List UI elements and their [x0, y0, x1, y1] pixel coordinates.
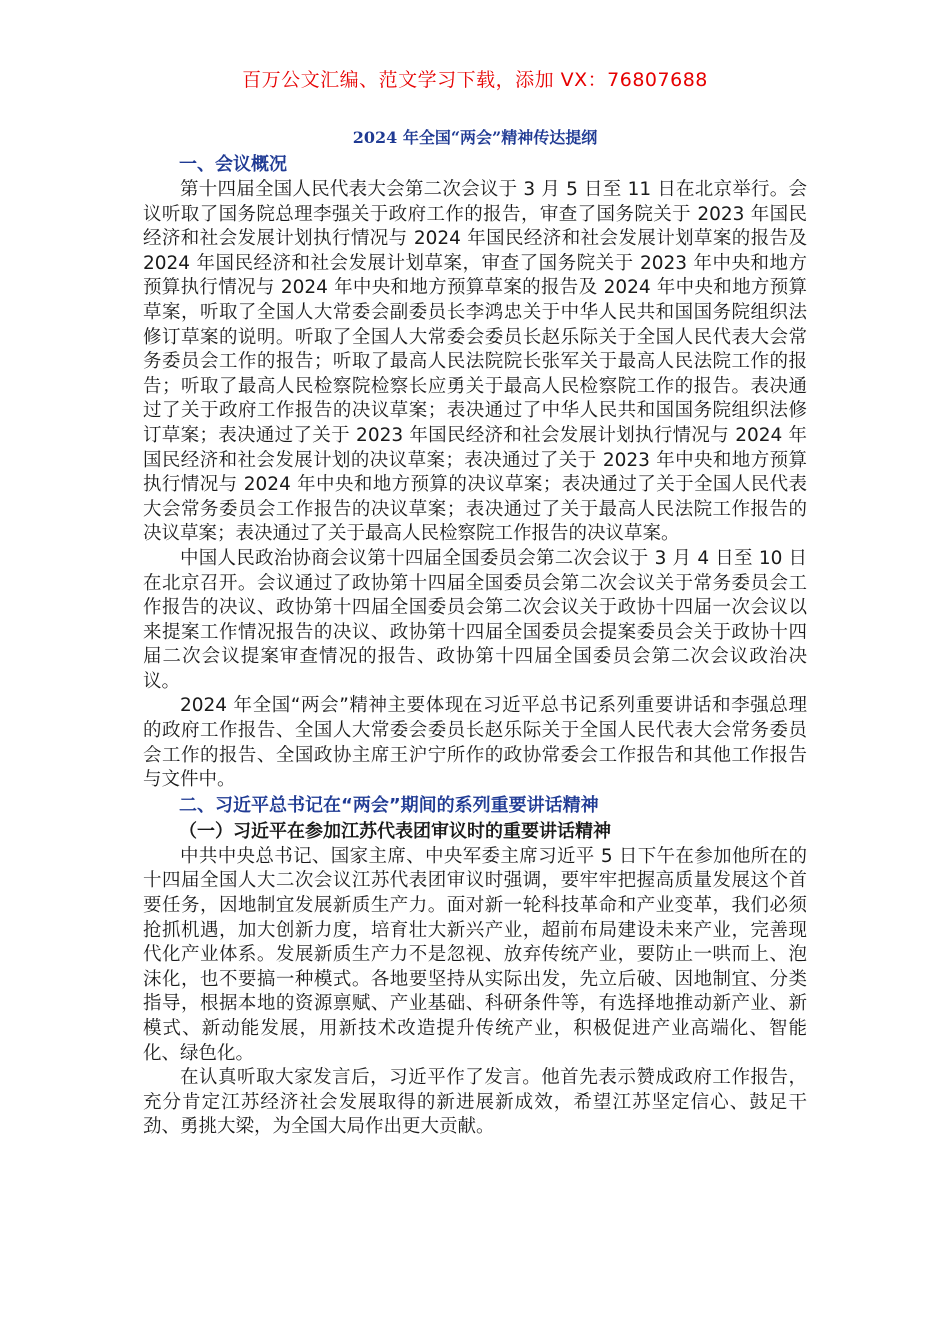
paragraph: 第十四届全国人民代表大会第二次会议于 3 月 5 日至 11 日在北京举行。会议听取了国务院总理李强关于政府工作的报告，审查了国务院关于 2023 年国民经济和社会发展计划执行情况与 2024 年国民经济和社会发展计划草案的报告及 2024 年国民经济和社会发展计划草案，审查了国务院关于 2023 年中央和地方预算执行情况与 2024 年中央和地方预算草案的报告及 2024 年中央和地方预算草案，听取了全国人大常委会副委员长李鸿忠关于中华人民共和国国务院组织法修订草案的说明。听取了全国人大常委会委员长赵乐际关于全国人民代表大会常务委员会工作的报告；听取了最高人民法院院长张军关于最高人民法院工作的报告；听取了最高人民检察院检察长应勇关于最高人民检察院工作的报告。表决通过了关于政府工作报告的决议草案；表决通过了中华人民共和国国务院组织法修订草案；表决通过了关于 2023 年国民经济和社会发展计划执行情况与 2024 年国民经济和社会发展计划的决议草案；表决通过了关于 2023 年中央和地方预算执行情况与 2024 年中央和地方预算的决议草案；表决通过了关于全国人民代表大会常务委员会工作报告的决议草案；表决通过了关于最高人民法院工作报告的决议草案；表决通过了关于最高人民检察院工作报告的决议草案。 [143, 179, 807, 545]
document-body [143, 124, 807, 1140]
paragraph: 中国人民政治协商会议第十四届全国委员会第二次会议于 3 月 4 日至 10 日在北京召开。会议通过了政协第十四届全国委员会第二次会议关于常务委员会工作报告的决议、政协第十四届全国委员会第二次会议关于政协十四届一次会议以来提案工作情况报告的决议、政协第十四届全国委员会提案委员会关于政协十四届二次会议提案审查情况的报告、政协第十四届全国委员会第二次会议政治决议。 [143, 547, 807, 692]
paragraph: 2024 年全国“两会”精神主要体现在习近平总书记系列重要讲话和李强总理的政府工作报告、全国人大常委会委员长赵乐际关于全国人民代表大会常务委员会工作的报告、全国政协主席王沪宁所作的政协常委会工作报告和其他工作报告与文件中。 [143, 695, 807, 791]
watermark-text: 百万公文汇编、范文学习下载，添加 VX：76807688 [242, 69, 708, 91]
section-heading-speeches: 二、习近平总书记在“两会”期间的系列重要讲话精神 [179, 794, 599, 816]
paragraph: 在认真听取大家发言后，习近平作了发言。他首先表示赞成政府工作报告，充分肯定江苏经济社会发展取得的新进展新成效，希望江苏坚定信心、鼓足干劲、勇挑大梁，为全国大局作出更大贡献。 [143, 1067, 807, 1138]
section-heading-overview: 一、会议概况 [179, 154, 287, 175]
document-title: 2024 年全国“两会”精神传达提纲 [352, 128, 598, 147]
subsection-heading-jiangsu: （一）习近平在参加江苏代表团审议时的重要讲话精神 [179, 820, 611, 842]
paragraph: 中共中央总书记、国家主席、中央军委主席习近平 5 日下午在参加他所在的十四届全国人大二次会议江苏代表团审议时强调，要牢牢把握高质量发展这个首要任务，因地制宜发展新质生产力。面对新一轮科技革命和产业变革，我们必须抢抓机遇，加大创新力度，培育壮大新兴产业，超前布局建设未来产业，完善现代化产业体系。发展新质生产力不是忽视、放弃传统产业，要防止一哄而上、泡沫化，也不要搞一种模式。各地要坚持从实际出发，先立后破、因地制宜、分类指导，根据本地的资源禀赋、产业基础、科研条件等，有选择地推动新产业、新模式、新动能发展，用新技术改造提升传统产业，积极促进产业高端化、智能化、绿色化。 [143, 845, 807, 1064]
